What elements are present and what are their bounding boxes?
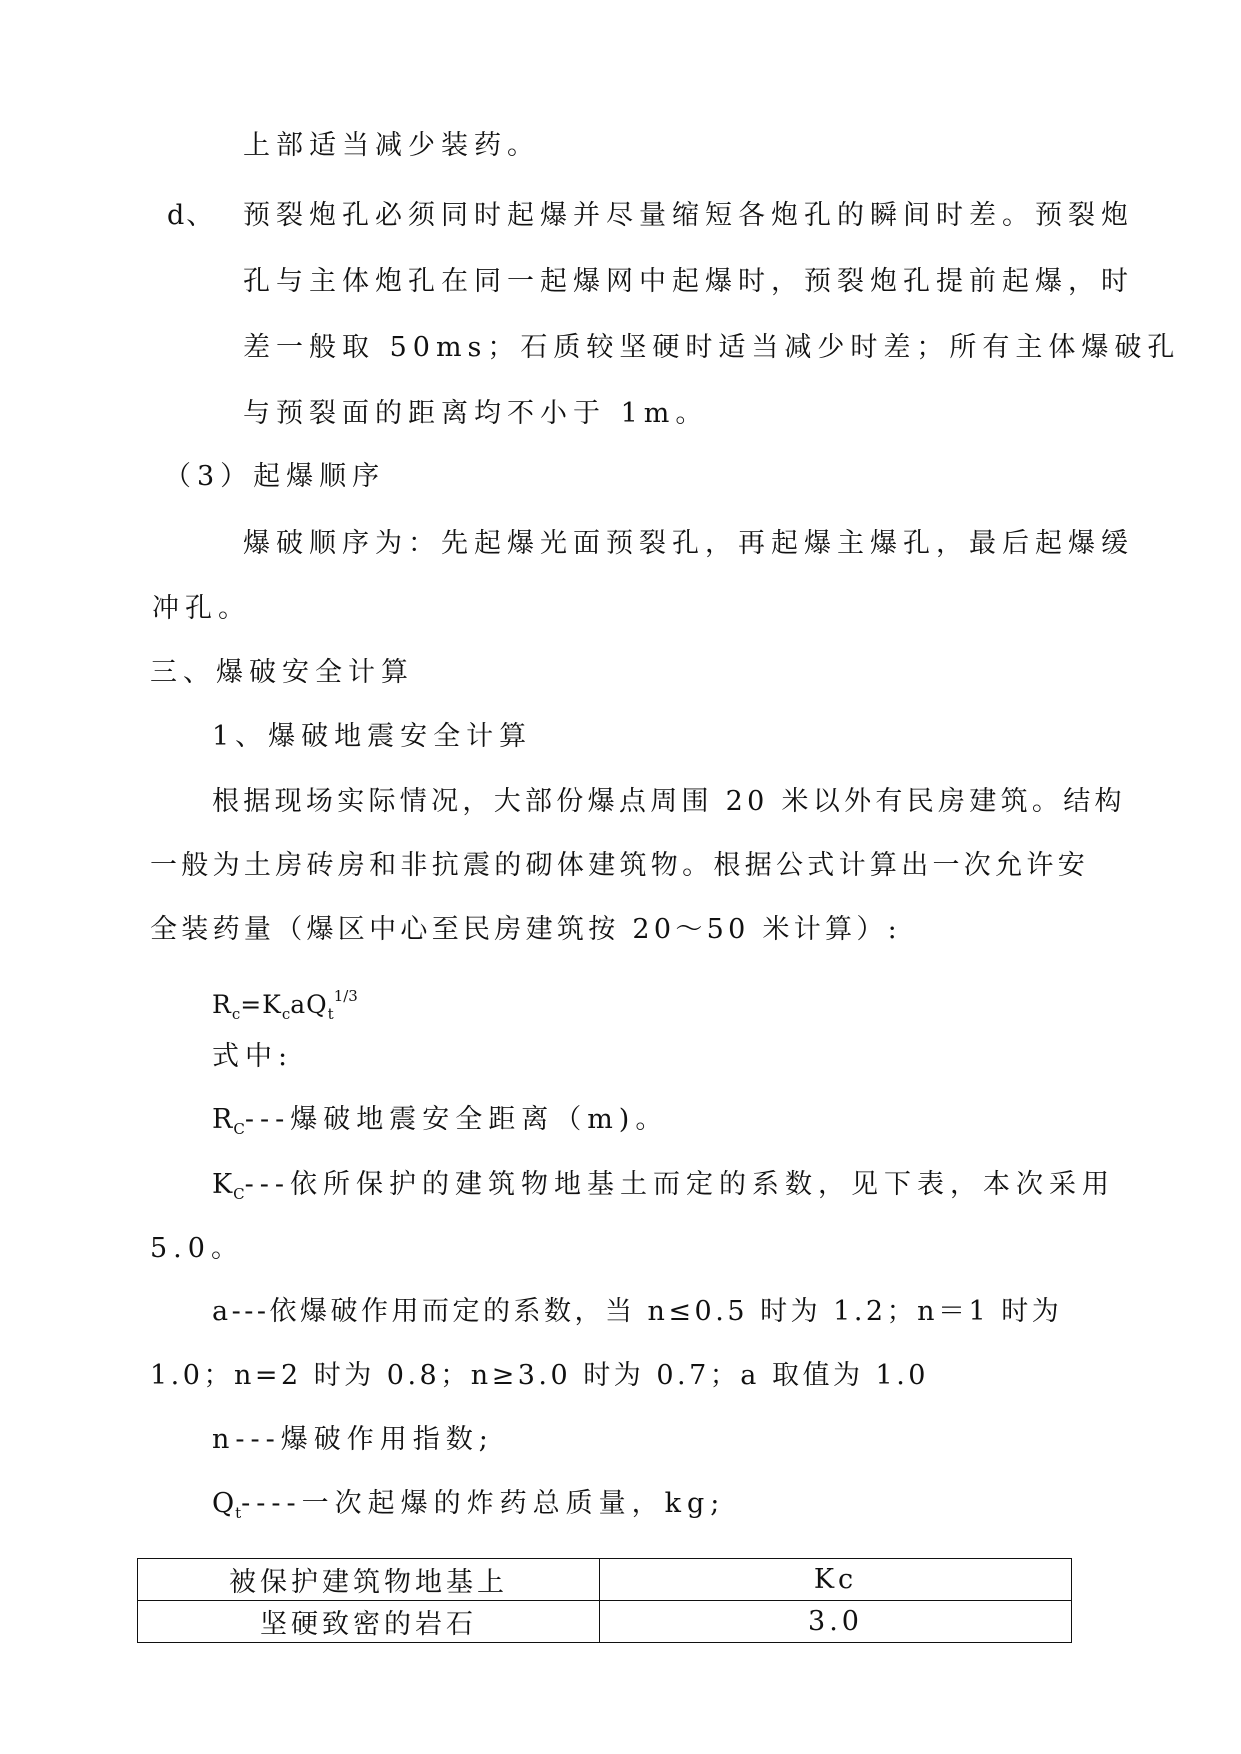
table-header-cell: Kc	[600, 1559, 1072, 1601]
formula-q-sub: t	[327, 1005, 334, 1023]
formula-r: R	[212, 990, 232, 1019]
symbol-rc: R	[212, 1104, 234, 1135]
paragraph-line: 全装药量（爆区中心至民房建筑按 20～50 米计算）:	[150, 914, 902, 945]
formula-eq: =K	[240, 990, 282, 1019]
paragraph-line: 一般为土房砖房和非抗震的砌体建筑物。根据公式计算出一次允许安	[150, 850, 1089, 881]
symbol-qt: Q	[212, 1488, 236, 1519]
definition-text: ---爆破地震安全距离（m)。	[244, 1104, 669, 1135]
definition-a: a---依爆破作用而定的系数，当 n≤0.5 时为 1.2；n＝1 时为	[212, 1296, 1063, 1327]
definition-text: ----一次起爆的炸药总质量，kg;	[241, 1488, 726, 1519]
table-cell: 3.0	[600, 1601, 1072, 1643]
formula-r-sub: c	[231, 1005, 241, 1023]
seismic-formula	[212, 978, 358, 1032]
definition-text: ---依所保护的建筑物地基土而定的系数，见下表，本次采用	[244, 1169, 1116, 1200]
paragraph-line: 差一般取 50ms；石质较坚硬时适当减少时差；所有主体爆破孔	[243, 332, 1181, 363]
paragraph-line: 孔与主体炮孔在同一起爆网中起爆时，预裂炮孔提前起爆，时	[243, 266, 1134, 297]
paragraph-line: 预裂炮孔必须同时起爆并尽量缩短各炮孔的瞬间时差。预裂炮	[243, 200, 1134, 231]
definition-rc	[212, 1102, 668, 1147]
paragraph-line: 1.0；n=2 时为 0.8；n≥3.0 时为 0.7；a 取值为 1.0	[150, 1360, 929, 1391]
definition-n: n---爆破作用指数;	[212, 1424, 494, 1455]
table-cell: 坚硬致密的岩石	[138, 1601, 600, 1643]
symbol-kc: K	[212, 1169, 234, 1200]
table-row	[138, 1601, 1072, 1643]
paragraph-line: 与预裂面的距离均不小于 1m。	[243, 398, 709, 429]
definition-qt	[212, 1486, 725, 1531]
paragraph-line: 冲孔。	[152, 593, 251, 624]
symbol-kc-sub: C	[233, 1185, 245, 1203]
kc-table	[137, 1558, 1072, 1643]
symbol-rc-sub: C	[233, 1120, 245, 1138]
subsection-heading: 1、爆破地震安全计算	[212, 721, 533, 752]
list-marker-d: d、	[167, 200, 216, 231]
definition-kc	[212, 1167, 1115, 1212]
symbol-qt-sub: t	[235, 1504, 242, 1522]
paragraph-line: 爆破顺序为：先起爆光面预裂孔，再起爆主爆孔，最后起爆缓	[243, 528, 1134, 559]
table-header-cell: 被保护建筑物地基上	[138, 1559, 600, 1601]
formula-exponent: 1/3	[333, 987, 358, 1005]
paragraph-line: 式中:	[212, 1041, 294, 1072]
section-heading: 三、爆破安全计算	[150, 657, 414, 688]
subsection-heading: （3）起爆顺序	[164, 461, 386, 492]
formula-k-sub: c	[281, 1005, 291, 1023]
paragraph-line: 5.0。	[150, 1233, 244, 1264]
formula-mid: aQ	[290, 990, 328, 1019]
table-header-row	[138, 1559, 1072, 1601]
paragraph-line: 上部适当减少装药。	[243, 130, 540, 161]
paragraph-line: 根据现场实际情况，大部份爆点周围 20 米以外有民房建筑。结构	[212, 786, 1126, 817]
